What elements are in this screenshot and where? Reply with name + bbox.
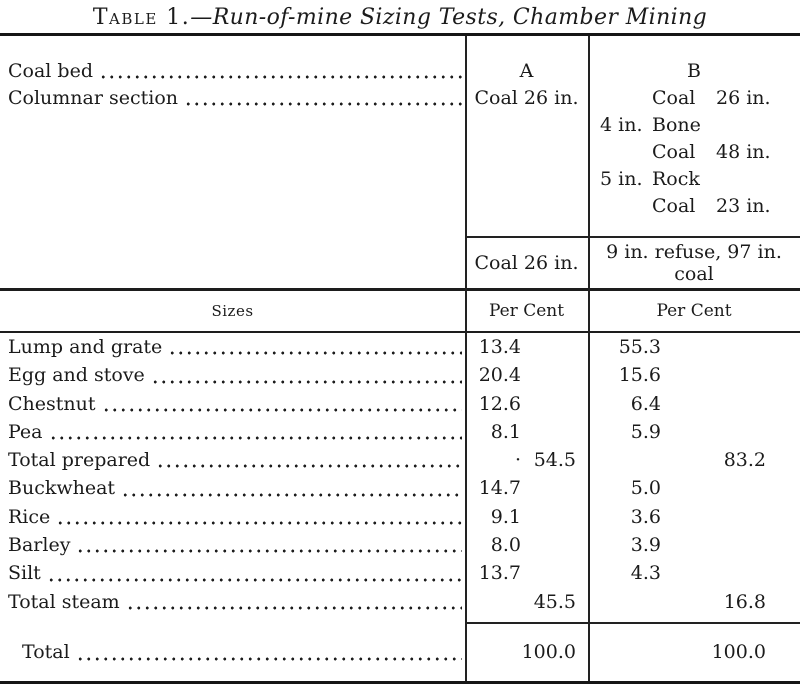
value-a-cell [465, 333, 588, 361]
value-b: 6.4 [630, 392, 661, 415]
dot-leader [102, 408, 462, 412]
subtotal-b: 83.2 [723, 449, 766, 472]
size-label: Total steam [8, 590, 120, 613]
section-prefix [600, 85, 652, 112]
size-label: Rice [8, 505, 51, 528]
subtotal-b [661, 474, 800, 502]
dot-leader [184, 102, 462, 106]
value-a-cell [465, 588, 588, 616]
value-b: 3.9 [630, 534, 661, 557]
stray-mark: · [514, 449, 521, 472]
value-b-cell [588, 333, 800, 361]
value-b: 55.3 [618, 336, 661, 358]
value-a: 13.7 [478, 562, 521, 585]
value-a: 9.1 [490, 505, 521, 528]
section-material: Coal [652, 195, 696, 217]
dot-leader [56, 521, 462, 525]
value-b-cell [588, 531, 800, 559]
value-b [600, 588, 661, 616]
row-barley [0, 531, 800, 559]
subtotal-b [661, 418, 800, 446]
size-label-cell [0, 503, 465, 531]
subtotal-a: 45.5 [533, 590, 576, 613]
total-b: 100.0 [711, 641, 766, 664]
bed-a-letter: A [519, 60, 534, 82]
value-b [600, 446, 661, 474]
value-a: 12.6 [478, 392, 521, 415]
bed-b-summary: 9 in. refuse, 97 in. coal [606, 241, 782, 285]
value-a: 8.1 [490, 420, 521, 443]
value-b: 15.6 [618, 364, 661, 387]
value-a [473, 588, 521, 616]
table-number: Table 1. [92, 5, 191, 30]
dot-leader [76, 657, 462, 661]
subtotal-b: 16.8 [723, 590, 766, 613]
size-label-cell [0, 390, 465, 418]
bed-b-header-cell [588, 58, 800, 236]
bed-a-section: Coal 26 in. [474, 87, 579, 109]
size-label: Silt [8, 562, 41, 585]
size-label: Egg and stove [8, 364, 145, 387]
columnar-section-label: Columnar section [8, 87, 179, 109]
coal-bed-label: Coal bed [8, 60, 93, 82]
section-prefix [600, 139, 652, 166]
dot-leader [49, 436, 462, 440]
value-b-cell [588, 361, 800, 389]
section-measure: 23 in. [716, 195, 771, 217]
section-measure [716, 166, 800, 193]
total-label: Total [22, 641, 70, 664]
subtotal-b [661, 390, 800, 418]
column-divider-b [588, 36, 590, 681]
section-prefix [600, 193, 652, 220]
subtotal-a [521, 474, 588, 502]
bed-b-columnar-section [588, 85, 800, 220]
section-measure [716, 112, 800, 139]
row-chestnut [0, 390, 800, 418]
section-material: Bone [652, 114, 701, 136]
total-label-cell [0, 638, 465, 666]
percent-a-column-header: Per Cent [488, 301, 565, 321]
dot-leader [151, 380, 462, 384]
total-row [0, 624, 800, 681]
value-b-cell [588, 503, 800, 531]
title-separator: — [190, 5, 213, 30]
table-title [0, 0, 800, 33]
columnar-section-row [0, 85, 465, 112]
value-a-cell [465, 503, 588, 531]
row-buckwheat [0, 474, 800, 502]
row-egg-and-stove [0, 361, 800, 389]
bottom-rule [0, 681, 800, 684]
size-label: Buckwheat [8, 477, 116, 500]
size-label: Lump and grate [8, 336, 163, 358]
size-label: Pea [8, 420, 43, 443]
row-lump-and-grate [0, 333, 800, 361]
row-silt [0, 559, 800, 587]
row-rice [0, 503, 800, 531]
value-a-cell [465, 531, 588, 559]
size-label: Barley [8, 534, 71, 557]
value-b: 3.6 [630, 505, 661, 528]
dot-leader [99, 75, 462, 79]
value-b-cell [588, 446, 800, 474]
total-row-line [0, 638, 800, 666]
dot-leader [121, 493, 462, 497]
size-label: Total prepared [8, 449, 151, 472]
bed-a-summary: Coal 26 in. [474, 252, 579, 274]
dot-leader [126, 606, 462, 610]
subtotal-a [521, 390, 588, 418]
row-total-steam [0, 588, 800, 616]
sizing-test-table [0, 36, 800, 681]
size-label-cell [0, 361, 465, 389]
size-label-cell [0, 559, 465, 587]
value-b: 5.0 [630, 477, 661, 500]
value-a-cell [465, 418, 588, 446]
value-a: 8.0 [490, 534, 521, 557]
subtotal-b [661, 531, 800, 559]
subtotal-a [521, 361, 588, 389]
size-label-cell [0, 333, 465, 361]
subtotal-a [521, 559, 588, 587]
size-label-cell [0, 418, 465, 446]
dot-leader [47, 578, 462, 582]
value-a-cell [465, 390, 588, 418]
sizes-column-header: Sizes [211, 302, 254, 320]
subtotal-b [661, 559, 800, 587]
size-label-cell [0, 531, 465, 559]
subtotal-b [661, 503, 800, 531]
empty-slot [600, 638, 661, 666]
section-measure: 26 in. [716, 87, 771, 109]
subtotal-b [661, 361, 800, 389]
value-b-cell [588, 474, 800, 502]
header-label-cell [0, 58, 465, 236]
section-prefix: 4 in. [600, 114, 643, 136]
row-pea [0, 418, 800, 446]
section-material: Coal [652, 141, 696, 163]
size-label-cell [0, 446, 465, 474]
dot-leader [168, 351, 462, 355]
value-b-cell [588, 588, 800, 616]
value-a-cell [465, 361, 588, 389]
subtotal-a: 54.5 [533, 449, 576, 472]
section-summary-row [0, 238, 800, 288]
value-a-cell [465, 474, 588, 502]
value-a: 14.7 [478, 477, 521, 500]
subtotal-a [521, 333, 588, 361]
size-label-cell [0, 588, 465, 616]
coal-bed-row [0, 58, 465, 85]
total-a: 100.0 [521, 641, 576, 664]
subtotal-a [521, 531, 588, 559]
value-a-cell [465, 559, 588, 587]
subtotal-a [521, 418, 588, 446]
size-label: Chestnut [8, 392, 96, 415]
total-b-cell [588, 638, 800, 666]
value-b-cell [588, 559, 800, 587]
bed-b-letter: B [687, 60, 701, 82]
section-material: Rock [652, 168, 700, 190]
empty-slot [473, 638, 521, 666]
value-b: 4.3 [630, 562, 661, 585]
value-a: 20.4 [478, 364, 521, 387]
value-b: 5.9 [630, 420, 661, 443]
size-label-cell [0, 474, 465, 502]
value-b-cell [588, 418, 800, 446]
percent-b-column-header: Per Cent [656, 301, 732, 321]
subtotal-a [521, 503, 588, 531]
dot-leader [76, 549, 462, 553]
column-header-row [0, 291, 800, 331]
table-subtitle: Run-of-mine Sizing Tests, Chamber Mining [212, 5, 708, 30]
section-prefix: 5 in. [600, 168, 643, 190]
dot-leader [156, 464, 462, 468]
column-divider-a [465, 36, 467, 681]
section-material: Coal [652, 87, 696, 109]
value-a-cell [465, 446, 588, 474]
bed-a-header-cell [465, 58, 588, 236]
row-total-prepared [0, 446, 800, 474]
table-header-block [0, 36, 800, 236]
value-b-cell [588, 390, 800, 418]
subtotal-b [661, 333, 800, 361]
total-a-cell [465, 638, 588, 666]
value-a: 13.4 [478, 336, 521, 358]
table-body [0, 333, 800, 616]
section-measure: 48 in. [716, 141, 771, 163]
